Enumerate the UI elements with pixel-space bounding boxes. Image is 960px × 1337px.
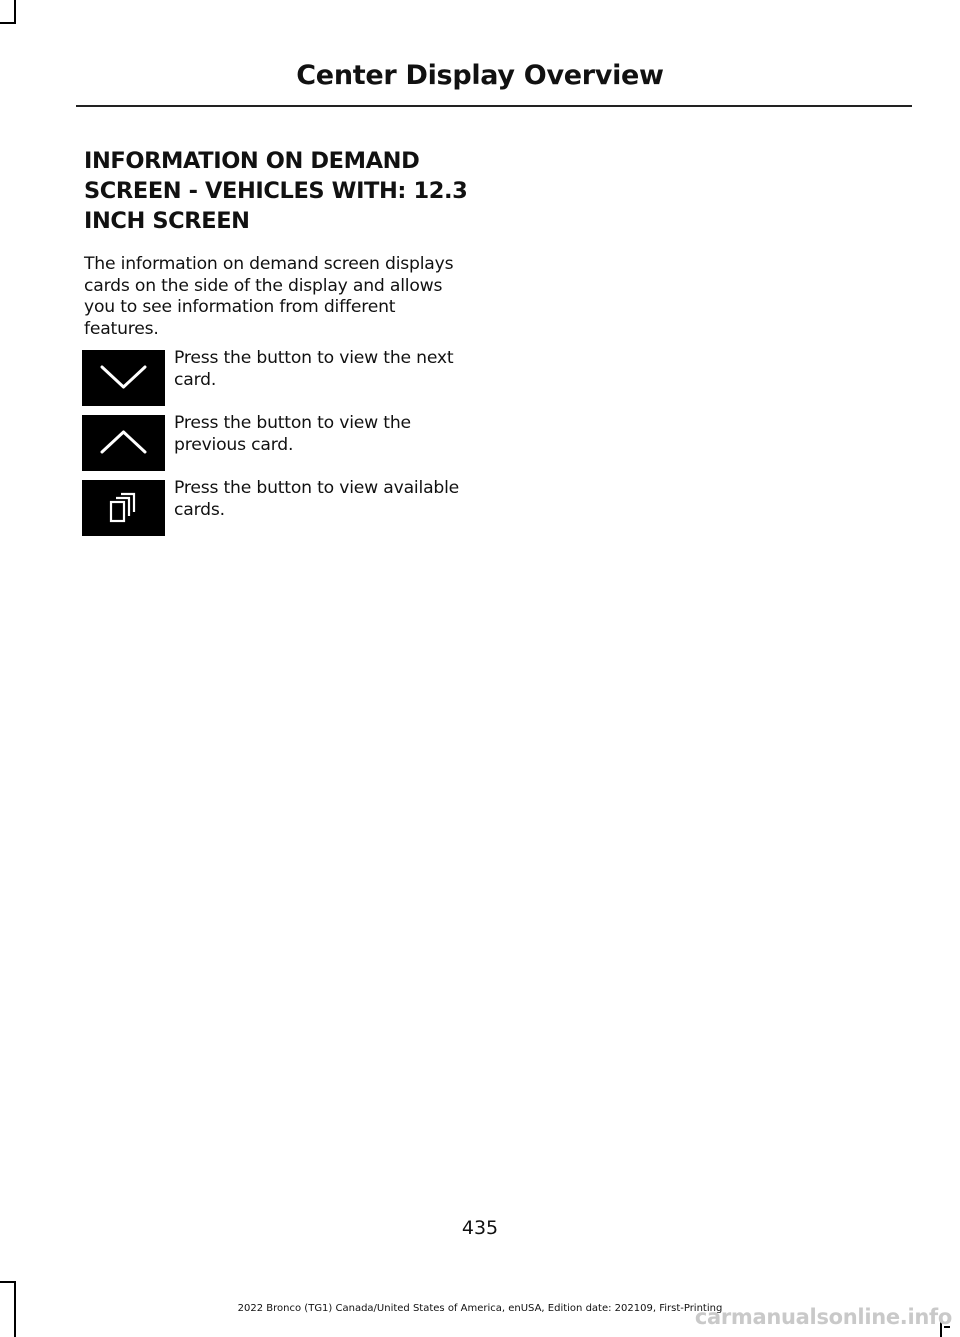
edition-footer: 2022 Bronco (TG1) Canada/United States of America, enUSA, Edition date: 202109, First-Printing [237, 1303, 723, 1314]
chevron-down-icon [82, 350, 165, 406]
header-divider [76, 105, 912, 107]
instruction-item-available-cards [82, 480, 482, 536]
instruction-text: Press the button to view available cards. [174, 478, 460, 520]
watermark: carmanualsonline.info [694, 1305, 952, 1329]
instruction-item-next-card [82, 350, 482, 406]
crop-mark-bottom-left [0, 1281, 16, 1283]
section-heading: INFORMATION ON DEMAND SCREEN - VEHICLES WITH: 12.3 INCH SCREEN [84, 148, 468, 234]
instruction-text: Press the button to view the next card. [174, 348, 454, 390]
crop-mark-top-left [0, 22, 16, 24]
chevron-up-icon [82, 415, 165, 471]
intro-paragraph: The information on demand screen displays cards on the side of the display and allows you to see information from different features. [84, 254, 454, 339]
instruction-text: Press the button to view the previous card. [174, 413, 411, 455]
crop-mark-top-left [14, 0, 16, 22]
instruction-item-previous-card [82, 415, 482, 471]
stacked-cards-icon [82, 480, 165, 536]
page-number: 435 [461, 1217, 499, 1239]
page-title: Center Display Overview [296, 60, 664, 91]
